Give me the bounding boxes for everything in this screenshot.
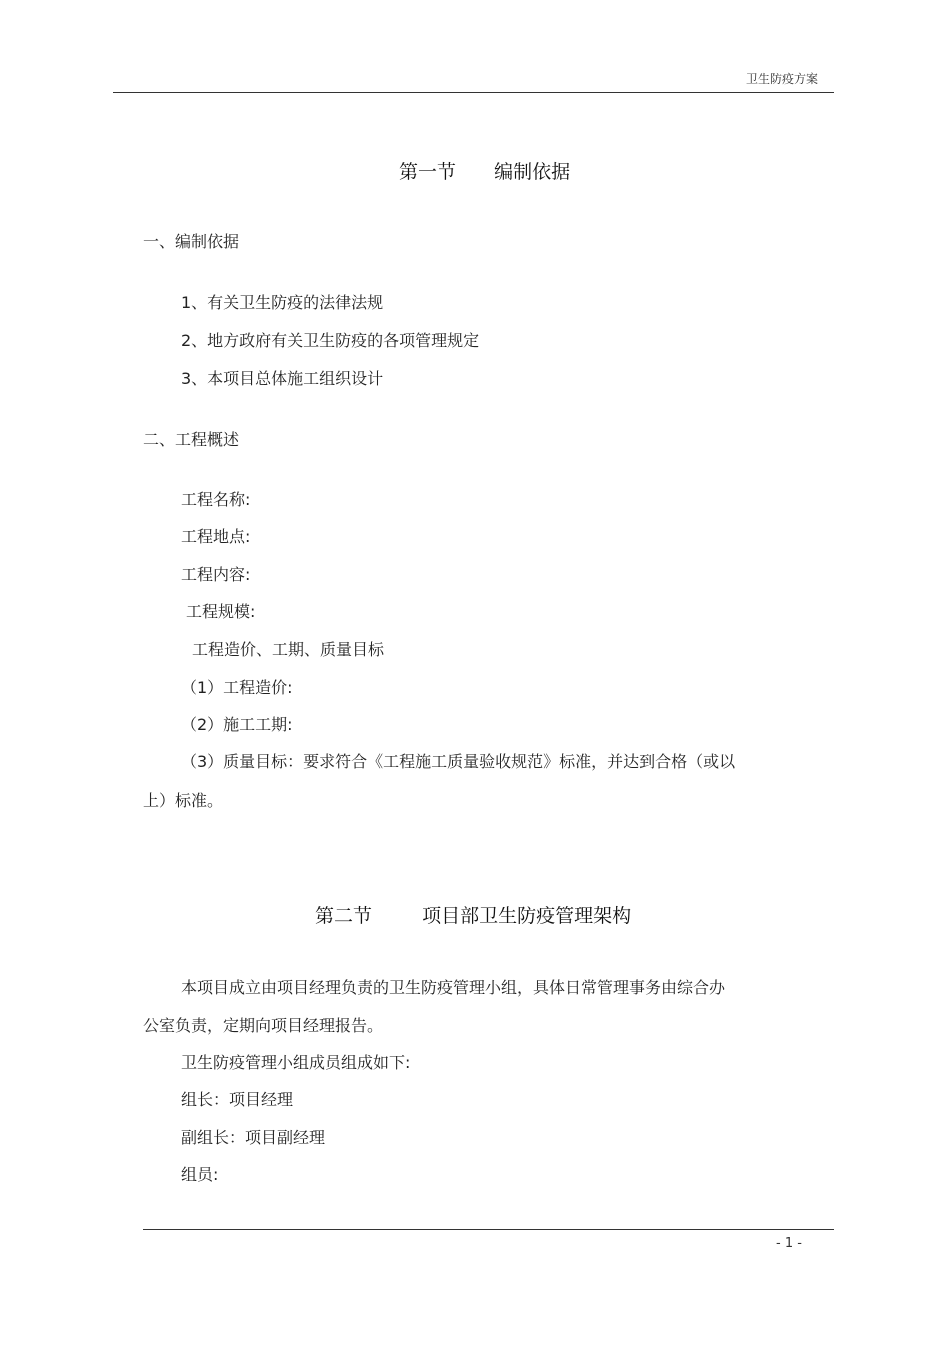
overview-project-scale: 工程规模: (186, 602, 256, 621)
overview-period: （2）施工工期: (181, 715, 293, 734)
section2-title-name: 项目部卫生防疫管理架构 (422, 905, 632, 927)
page-number: - 1 - (776, 1236, 802, 1251)
section2-title (315, 901, 631, 928)
section2-title-prefix: 第二节 (315, 905, 373, 927)
members-intro: 卫生防疫管理小组成员组成如下: (181, 1053, 411, 1072)
overview-project-content: 工程内容: (181, 565, 251, 584)
overview-project-name: 工程名称: (181, 490, 251, 509)
group-members: 组员: (181, 1165, 219, 1184)
group-leader: 组长：项目经理 (181, 1090, 294, 1109)
overview-quality-line1: （3）质量目标：要求符合《工程施工质量验收规范》标准，并达到合格（或以 (181, 752, 736, 771)
footer-rule (143, 1229, 834, 1230)
header-rule (113, 92, 834, 93)
basis-item-3: 3、本项目总体施工组织设计 (181, 369, 384, 388)
section2-paragraph-line2: 公室负责，定期向项目经理报告。 (143, 1016, 384, 1035)
overview-targets: 工程造价、工期、质量目标 (192, 640, 385, 659)
heading-project-overview: 二、工程概述 (143, 430, 240, 449)
section1-title-prefix: 第一节 (399, 161, 457, 183)
overview-project-location: 工程地点: (181, 527, 251, 546)
section2-paragraph-line1: 本项目成立由项目经理负责的卫生防疫管理小组，具体日常管理事务由综合办 (181, 978, 726, 997)
basis-item-2: 2、地方政府有关卫生防疫的各项管理规定 (181, 331, 480, 350)
overview-quality-line2: 上）标准。 (143, 791, 224, 810)
page-header-title: 卫生防疫方案 (745, 72, 818, 86)
section1-title-name: 编制依据 (494, 161, 571, 183)
basis-item-1: 1、有关卫生防疫的法律法规 (181, 293, 384, 312)
deputy-group-leader: 副组长：项目副经理 (181, 1128, 326, 1147)
section1-title (399, 157, 570, 184)
overview-cost: （1）工程造价: (181, 678, 293, 697)
heading-compilation-basis: 一、编制依据 (143, 232, 240, 251)
